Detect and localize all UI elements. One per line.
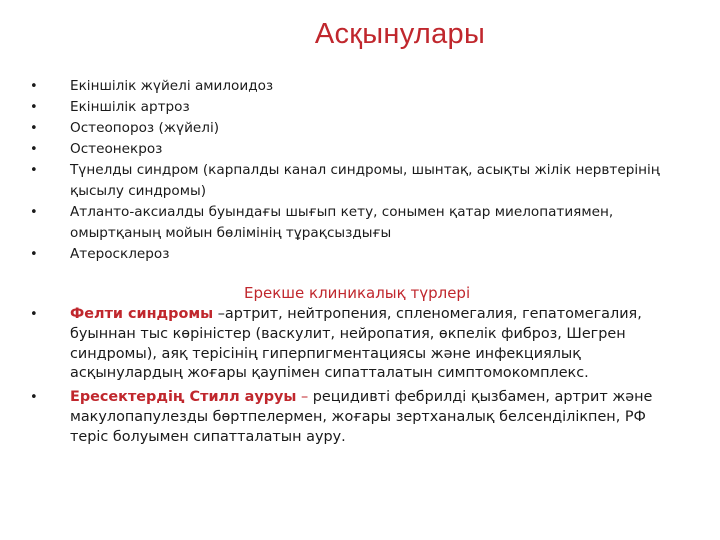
list-item (22, 244, 682, 265)
special-forms-heading: Ерекше клиникалық түрлері (244, 284, 471, 302)
list-item-text: Екіншілік жүйелі амилоидоз (70, 78, 274, 94)
description-still: рецидивті фебрилді қызбамен, артрит және макулопапулезды бөртпелермен, жоғары зертханалық белсенділікпен, РФ теріс болуымен сипатталатын ауру. (70, 389, 653, 445)
slide-title: Асқынулары (314, 18, 486, 50)
term-felty: Фелти синдромы (70, 306, 214, 322)
term-still: Ересектердің Стилл ауруы (70, 389, 297, 406)
list-item-text: Атланто-аксиалды буындағы шығып кету, сонымен қатар миелопатиямен, омыртқаның мойын бөлімінің тұрақсыздығы (70, 204, 614, 241)
list-item (22, 118, 682, 139)
list-item-text: Остеонекроз (70, 141, 163, 157)
bullet-icon: • (30, 100, 38, 115)
list-item-text: Остеопороз (жүйелі) (70, 120, 220, 136)
bullet-icon: • (30, 163, 38, 178)
list-item-text: Түнелды синдром (карпалды канал синдромы, шынтақ, асықты жілік нервтерінің қысылу синдромы) (70, 162, 660, 199)
list-item (22, 97, 682, 118)
list-item (22, 388, 682, 447)
term-dash: – (296, 389, 309, 406)
bullet-icon: • (30, 142, 38, 157)
bullet-icon: • (30, 247, 38, 262)
bullet-icon: • (30, 390, 38, 406)
bullet-icon: • (30, 79, 38, 94)
bullet-icon: • (30, 205, 38, 220)
list-item (22, 305, 682, 384)
list-item-text: Атеросклероз (70, 246, 170, 262)
bullet-icon: • (30, 307, 38, 322)
list-item (22, 139, 682, 160)
bullet-icon: • (30, 121, 38, 136)
special-forms-list (22, 305, 682, 452)
description-felty: –артрит, нейтропения, спленомегалия, гепатомегалия, буыннан тыс көріністер (васкулит, нейропатия, өкпелік фиброз, Шегрен синдромы), аяқ терісінің гиперпигментациясы және инфекциялық асқынулардың жоғары қаупімен сипатталатын симптомокомплекс. (70, 306, 642, 382)
list-item-text: Екіншілік артроз (70, 99, 190, 115)
list-item (22, 76, 682, 97)
complications-list (22, 76, 682, 265)
list-item (22, 202, 682, 244)
list-item (22, 160, 682, 202)
